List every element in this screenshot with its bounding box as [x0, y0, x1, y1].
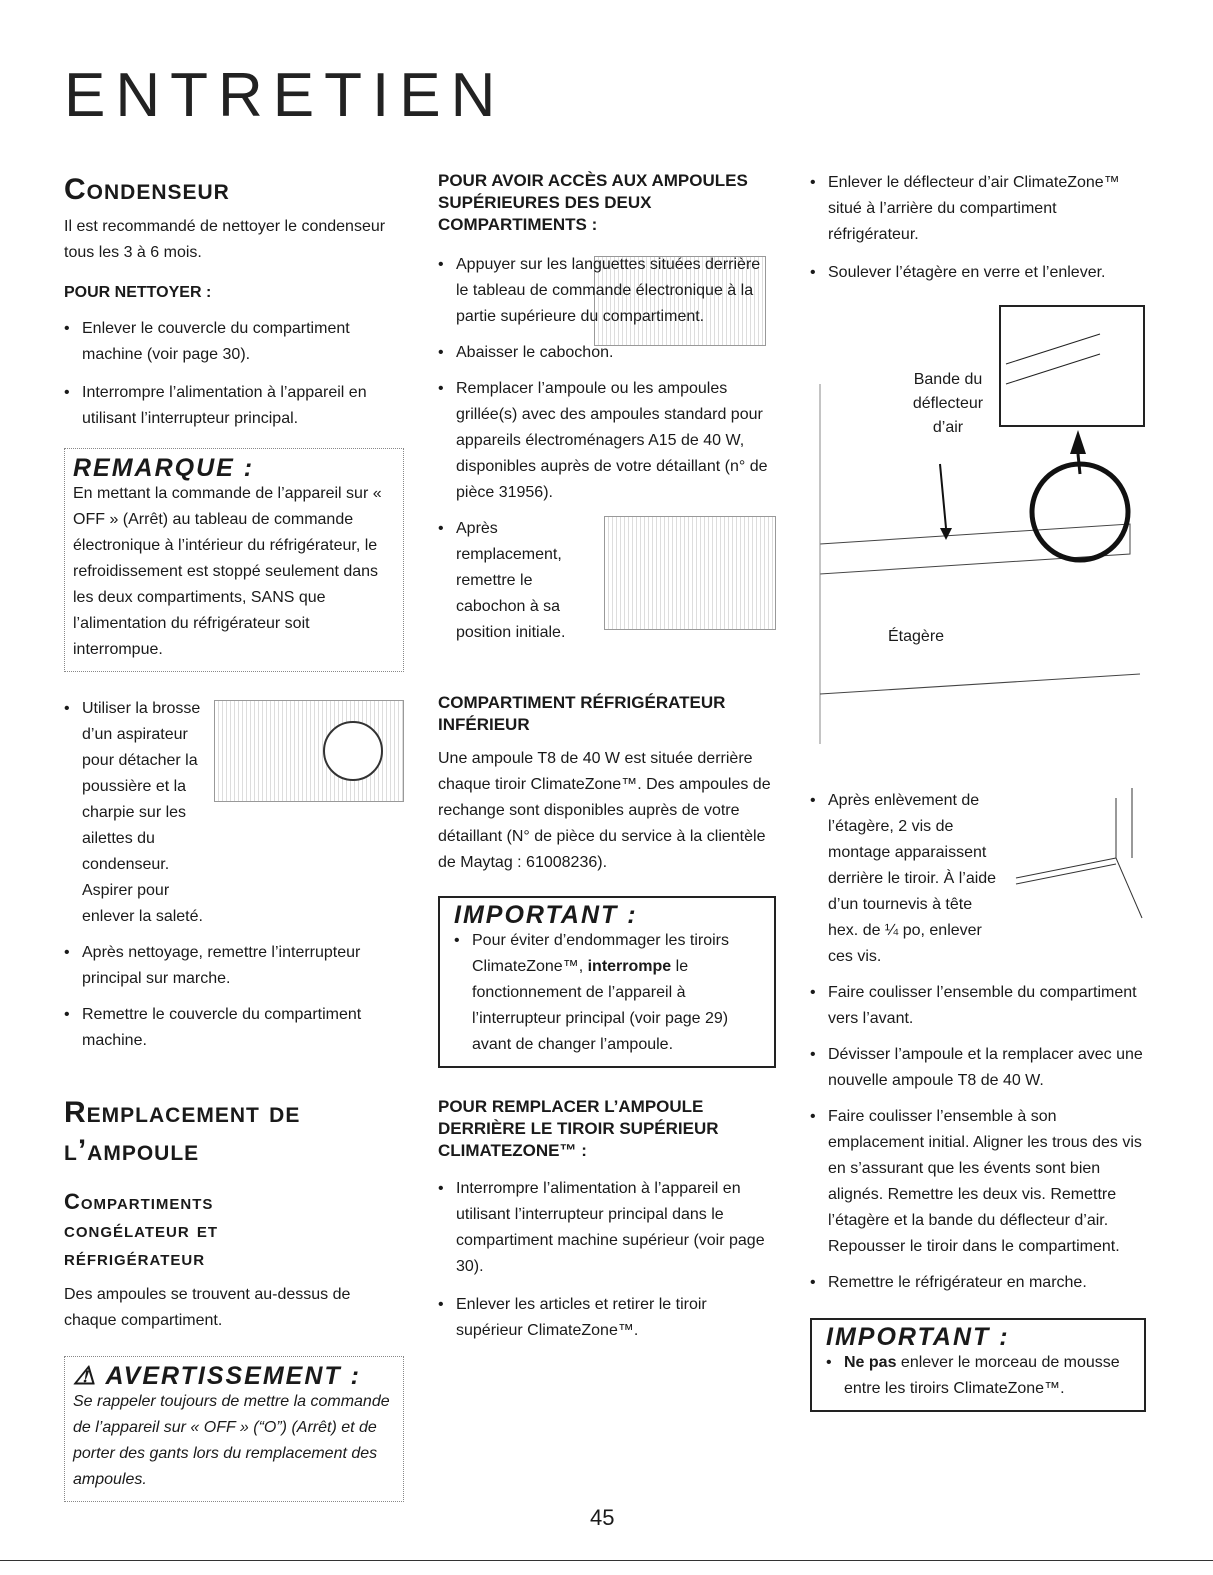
list-item: • Faire coulisser l’ensemble du compartiment vers l’avant.	[810, 980, 1146, 1032]
footer-rule	[0, 1560, 1213, 1561]
list-item: • Après nettoyage, remettre l’interrupteur principal sur marche.	[64, 940, 404, 992]
remplacer-heading: POUR REMPLACER L’AMPOULE DERRIÈRE LE TIROIR SUPÉRIEUR CLIMATEZONE™ :	[438, 1097, 719, 1160]
acces-heading: POUR AVOIR ACCÈS AUX AMPOULES SUPÉRIEURES DES DEUX COMPARTIMENTS :	[438, 171, 748, 234]
avertissement-title-text: AVERTISSEMENT :	[105, 1362, 361, 1390]
important-post: le fonctionnement de l’appareil à l’interrupteur principal (voir page 29) avant de changer l’ampoule.	[472, 958, 729, 1053]
column-3	[810, 170, 1146, 1412]
inferieur-heading: COMPARTIMENT RÉFRIGÉRATEUR INFÉRIEUR	[438, 693, 726, 734]
list-item: • Interrompre l’alimentation à l’appareil en utilisant l’interrupteur principal dans le compartiment machine supérieur (voir page 30).	[438, 1176, 776, 1280]
compartiments-line2: congélateur et	[64, 1217, 218, 1242]
list-item: • Après remplacement, remettre le cabochon à sa position initiale.	[438, 516, 776, 646]
important-text-2	[826, 1350, 1130, 1402]
avertissement-title	[73, 1363, 395, 1389]
page-number: 45	[590, 1505, 615, 1530]
pour-nettoyer-heading: POUR NETTOYER :	[64, 284, 212, 301]
list-item: • Après enlèvement de l’étagère, 2 vis de montage apparaissent derrière le tiroir. À l’aide d’un tournevis à tête hex. de ¼ po, enlever ces vis.	[810, 788, 1146, 970]
important-box-2	[810, 1318, 1146, 1412]
condenseur-intro: Il est recommandé de nettoyer le condenseur tous les 3 à 6 mois.	[64, 218, 386, 261]
warning-icon: ⚠	[73, 1362, 98, 1390]
remarque-title: REMARQUE :	[73, 454, 255, 482]
list-item: • Enlever les articles et retirer le tiroir supérieur ClimateZone™.	[438, 1292, 776, 1344]
remarque-text: En mettant la commande de l’appareil sur « OFF » (Arrêt) au tableau de commande électronique à l’intérieur du réfrigérateur, le refroidissement est stoppé seulement dans les deux compartiments, SANS que l’alimentation du réfrigérateur soit interrompue.	[73, 485, 382, 658]
compartiments-line3: réfrigérateur	[64, 1245, 206, 1270]
list-item: • Enlever le déflecteur d’air ClimateZone™ situé à l’arrière du compartiment réfrigérateur.	[810, 170, 1146, 248]
important-title-2: IMPORTANT :	[826, 1323, 1010, 1351]
list-item: • Remettre le réfrigérateur en marche.	[810, 1270, 1146, 1296]
remplacement-text: Des ampoules se trouvent au-dessus de chaque compartiment.	[64, 1286, 351, 1329]
column-1	[64, 170, 404, 1502]
page-title: ENTRETIEN	[64, 61, 506, 130]
important-bold: interrompe	[587, 958, 672, 975]
important-title: IMPORTANT :	[454, 901, 638, 929]
list-item: • Enlever le couvercle du compartiment machine (voir page 30).	[64, 316, 404, 368]
remplacement-heading-line2: l’ampoule	[64, 1134, 200, 1167]
list-item: • Remplacer l’ampoule ou les ampoules grillée(s) avec des ampoules standard pour appareils électroménagers A15 de 40 W, disponibles auprès de votre détaillant (n° de pièce 31956).	[438, 376, 776, 506]
important-text	[454, 928, 760, 1058]
list-item: • Abaisser le cabochon.	[438, 340, 776, 366]
column-2	[438, 170, 776, 1344]
remplacement-heading-line1: Remplacement de	[64, 1096, 301, 1129]
important-box	[438, 896, 776, 1068]
label-bande-deflecteur: Bande du déflecteur d’air	[912, 371, 984, 436]
list-item: • Dévisser l’ampoule et la remplacer avec une nouvelle ampoule T8 de 40 W.	[810, 1042, 1146, 1094]
remarque-box	[64, 448, 404, 672]
list-item: • Remettre le couvercle du compartiment machine.	[64, 1002, 404, 1054]
list-item: • Soulever l’étagère en verre et l’enlever.	[810, 260, 1146, 286]
avertissement-text: Se rappeler toujours de mettre la commande de l’appareil sur « OFF » (“O”) (Arrêt) et de porter des gants lors du remplacement des ampoules.	[73, 1393, 390, 1488]
important-pre: Pour éviter d’endommager les tiroirs ClimateZone™,	[472, 932, 729, 975]
remplacement-heading	[64, 1094, 404, 1170]
list-item	[438, 252, 776, 330]
avertissement-box	[64, 1356, 404, 1502]
compartiments-line1: Compartiments	[64, 1189, 214, 1214]
inferieur-text: Une ampoule T8 de 40 W est située derrière chaque tiroir ClimateZone™. Des ampoules de rechange sont disponibles auprès de votre détaillant (N° de pièce du service à la clientèle de Maytag : 61008236).	[438, 750, 771, 871]
important-rest-2: enlever le morceau de mousse entre les tiroirs ClimateZone™.	[844, 1354, 1120, 1397]
shelf-illustration	[810, 304, 1146, 764]
condenseur-heading: Condenseur	[64, 173, 230, 206]
list-item: • Faire coulisser l’ensemble à son emplacement initial. Aligner les trous des vis en s’assurant que les évents sont bien alignés. Remettre les deux vis. Remettre l’étagère et la bande du déflecteur d’air. Repousser le tiroir dans le compartiment.	[810, 1104, 1146, 1260]
list-item: • Utiliser la brosse d’un aspirateur pour détacher la poussière et la charpie sur les ailettes du condenseur. Aspirer pour enlever la saleté.	[64, 696, 404, 930]
important-bold-2: Ne pas	[844, 1354, 897, 1371]
label-etagere: Étagère	[888, 628, 945, 645]
list-item: • Interrompre l’alimentation à l’appareil en utilisant l’interrupteur principal.	[64, 380, 404, 432]
list-item-text: • Appuyer sur les languettes situées derrière le tableau de commande électronique à la partie supérieure du compartiment.	[456, 256, 761, 325]
compartiments-heading	[64, 1188, 404, 1272]
